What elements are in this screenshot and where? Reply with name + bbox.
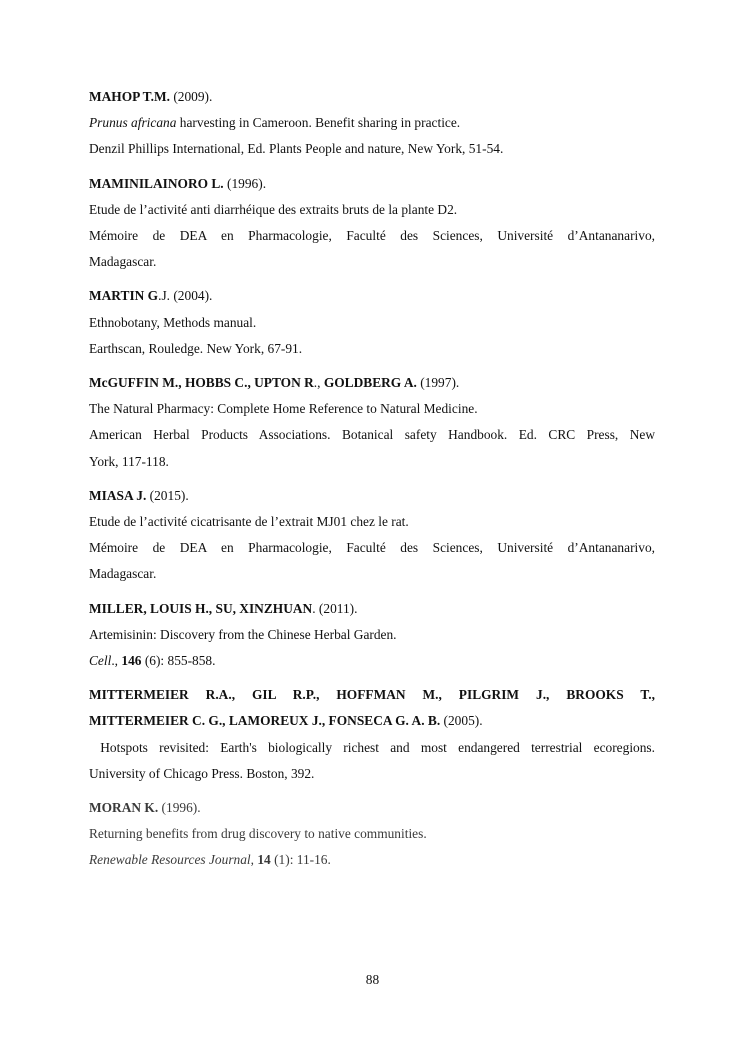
reference-source: Cell., 146 (6): 855-858. [89, 653, 216, 669]
reference-title: Etude de l’activité anti diarrhéique des extraits bruts de la plante D2. [89, 201, 458, 217]
reference-year: . (2011). [312, 600, 358, 616]
reference-source: University of Chicago Press. Boston, 392. [89, 765, 315, 781]
reference-entry [89, 370, 655, 475]
reference-title: Returning benefits from drug discovery to native communities. [89, 826, 427, 842]
reference-source: Denzil Phillips International, Ed. Plants People and nature, New York, 51-54. [89, 141, 504, 157]
reference-author: MAHOP T.M. [89, 89, 170, 104]
reference-source: American Herbal Products Associations. Botanical safety Handbook. Ed. CRC Press, New [89, 427, 655, 443]
reference-entry [89, 171, 655, 276]
reference-entry [89, 84, 655, 163]
reference-header: McGUFFIN M., HOBBS C., UPTON R., GOLDBERG A. (1997). [89, 375, 460, 391]
reference-author: MILLER, LOUIS H., SU, XINZHUAN [89, 600, 313, 616]
reference-author: MIASA J. [89, 487, 147, 503]
reference-header [89, 596, 655, 622]
reference-header [89, 84, 655, 110]
journal-name: Renewable Resources Journal [89, 852, 251, 868]
reference-header [89, 483, 655, 509]
reference-author: McGUFFIN M., HOBBS C., UPTON R [89, 375, 314, 391]
reference-source: Earthscan, Rouledge. New York, 67-91. [89, 340, 303, 356]
reference-author: MARTIN G [89, 288, 159, 304]
reference-header-cont [89, 708, 655, 734]
references-list [89, 84, 655, 882]
reference-author: MITTERMEIER C. G., LAMOREUX J., FONSECA G. A. B. [89, 713, 441, 729]
reference-entry [89, 596, 655, 675]
journal-volume: 146 [121, 653, 142, 669]
reference-title: The Natural Pharmacy: Complete Home Reference to Natural Medicine. [89, 401, 478, 417]
reference-entry [89, 283, 655, 362]
reference-author: MAMINILAINORO L. [89, 175, 224, 191]
reference-author: MORAN K. [89, 800, 159, 816]
reference-entry [89, 483, 655, 588]
reference-year: (1996). [223, 175, 267, 191]
reference-year: (1996). [158, 800, 201, 816]
reference-header: MITTERMEIER R.A., GIL R.P., HOFFMAN M., PILGRIM J., BROOKS T., [89, 687, 655, 703]
reference-title: Prunus africana harvesting in Cameroon. Benefit sharing in practice. [89, 115, 461, 131]
reference-author: GOLDBERG A. [323, 375, 417, 391]
reference-header [89, 795, 655, 821]
reference-source-cont: Madagascar. [89, 254, 157, 270]
reference-title: Artemisinin: Discovery from the Chinese Herbal Garden. [89, 626, 397, 642]
reference-year: .J. (2004). [158, 288, 213, 304]
reference-title: Etude de l’activité cicatrisante de l’extrait MJ01 chez le rat. [89, 514, 409, 530]
reference-source: Mémoire de DEA en Pharmacologie, Faculté des Sciences, Université d’Antananarivo, [89, 228, 655, 244]
journal-volume: 14 [257, 852, 271, 868]
reference-year: (1997). [416, 375, 460, 391]
reference-title: Ethnobotany, Methods manual. [89, 314, 257, 330]
journal-name: Cell [89, 653, 112, 669]
page-number: 88 [365, 972, 380, 987]
reference-source: Mémoire de DEA en Pharmacologie, Faculté des Sciences, Université d’Antananarivo, [89, 540, 655, 556]
reference-header [89, 171, 655, 197]
reference-source: Renewable Resources Journal, 14 (1): 11-16. [89, 852, 331, 868]
reference-title: Hotspots revisited: Earth's biologically richest and most endangered terrestrial ecoregions. [89, 739, 655, 755]
reference-entry [89, 682, 655, 787]
reference-source-cont: Madagascar. [89, 566, 157, 582]
reference-year: (2015). [146, 487, 189, 503]
reference-entry [89, 795, 655, 874]
reference-header [89, 283, 655, 309]
reference-year: (2005). [440, 713, 483, 729]
species-name: Prunus africana [89, 115, 177, 131]
reference-source-cont: York, 117-118. [89, 453, 169, 469]
reference-year: (2009). [169, 89, 213, 104]
